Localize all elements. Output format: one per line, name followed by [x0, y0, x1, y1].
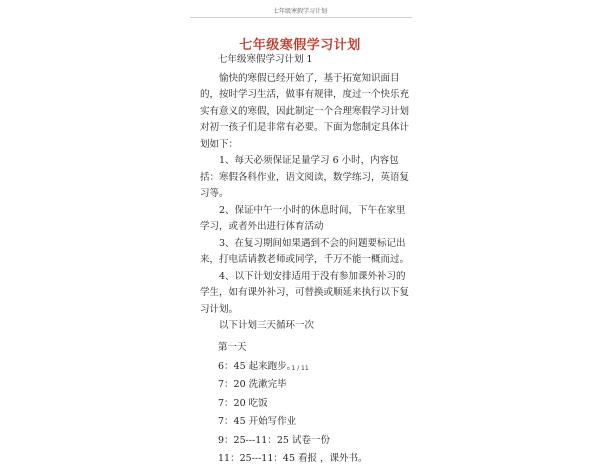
schedule-item: 6：45 起来跑步。: [218, 360, 297, 372]
header-divider: [190, 17, 412, 18]
paragraph-item-4: 4、以下计划安排适用于没有参加课外补习的学生，如有课外补习，可替换或顺延来执行以下复习计划。: [200, 270, 410, 315]
schedule-item: 7：20 洗漱完毕: [218, 379, 287, 390]
paragraph-item-3: 3、在复习期间如果遇到不会的问题要标记出来，打电话请教老师或同学，千万不能一概而过。: [200, 237, 410, 265]
paragraph-intro: 愉快的寒假已经开始了，基于拓宽知识面目的，按时学习生活，做事有规律，度过一个快乐充实有意义的寒假，因此制定一个合理寒假学习计划对初一孩子们是非常有必要。下面为您制定具体计划如下：: [200, 72, 410, 150]
page-number: 1 / 11: [291, 365, 309, 372]
schedule-item: 9：25---11：25 试卷一份: [218, 434, 330, 446]
running-header: 七年级寒假学习计划: [272, 8, 327, 15]
schedule-item: 11：25---11：45 看报 ，课外书。: [218, 453, 368, 464]
paragraph-cycle-note: 以下计划三天循环一次: [219, 320, 315, 331]
schedule-item: 7：45 开始写作业: [218, 416, 297, 427]
paragraph-item-1: 1、每天必须保证足量学习 6 小时，内容包括：寒假各科作业，语文阅读，数学练习，英语复习等。: [200, 155, 410, 199]
schedule-item: 7：20 吃饭: [218, 397, 268, 409]
section-heading: 七年级寒假学习计划 1: [218, 54, 313, 65]
paragraph-item-2: 2、保证中午一小时的休息时间，下午在家里学习，或者外出进行体育活动: [200, 204, 406, 232]
document-title: 七年级寒假学习计划: [239, 38, 361, 53]
schedule-day-label: 第一天: [218, 342, 247, 353]
document-body: [200, 52, 414, 335]
